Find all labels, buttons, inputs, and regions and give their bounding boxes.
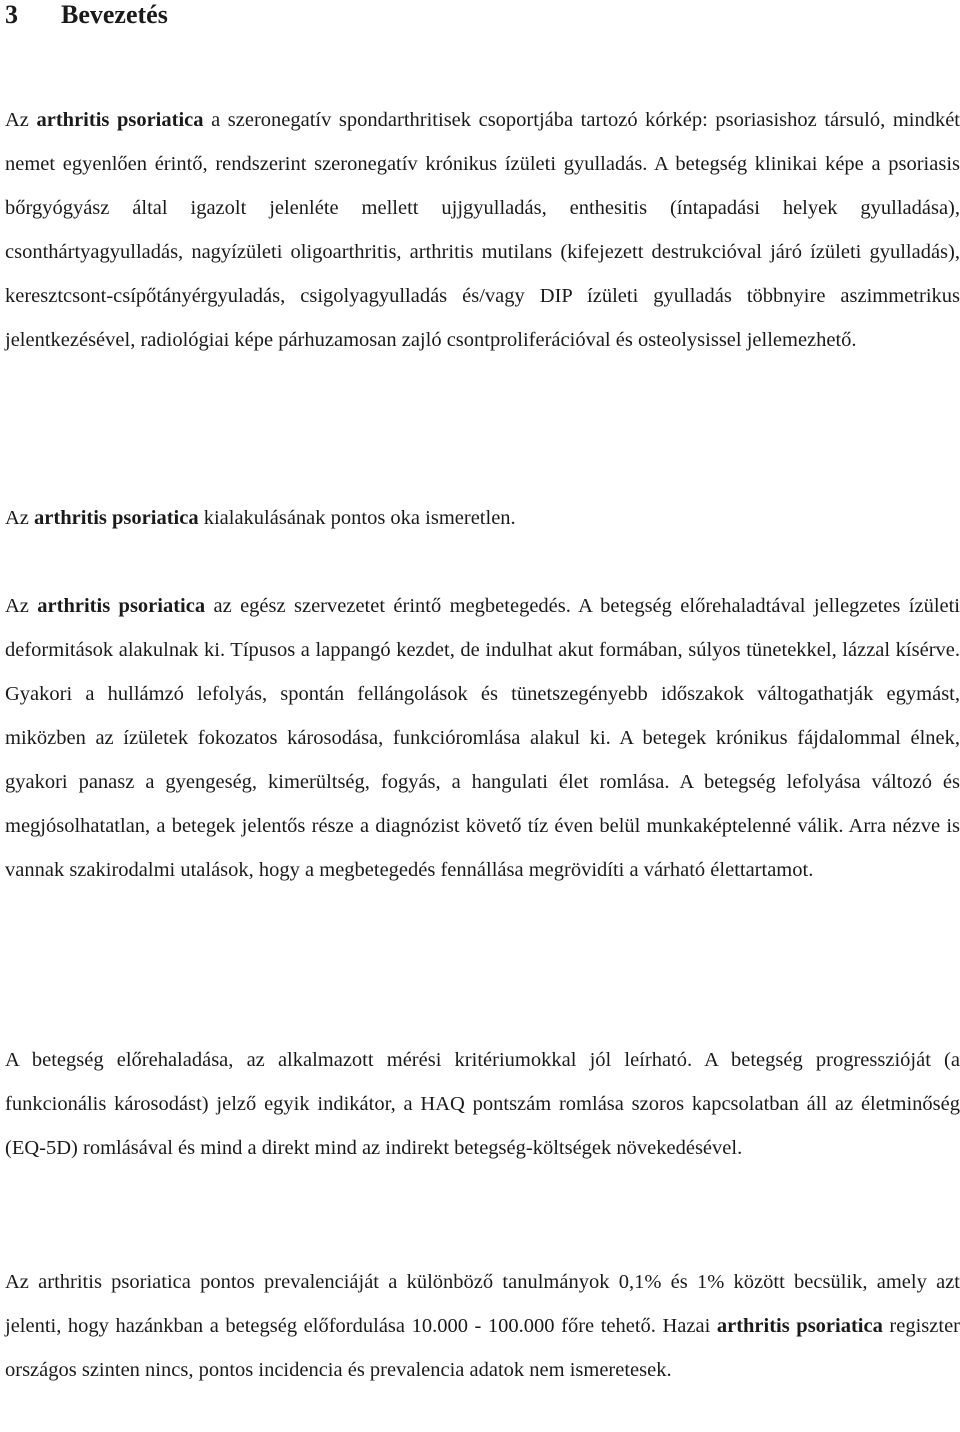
text-run: A betegség előrehaladása, az alkalmazott mérési kritériumokkal jól leírható. A betegség progresszióját (a funkcionális károsodást) jelző egyik indikátor, a HAQ pontszám romlása szoros kapcsolatban áll az életminőség (EQ-5D) romlásával és mind a direkt mind az indirekt betegség-költségek növekedésével.	[5, 1049, 960, 1159]
bold-term: arthritis psoriatica	[716, 1315, 883, 1337]
bold-term: arthritis psoriatica	[37, 595, 206, 617]
text-run: Az	[5, 109, 37, 131]
section-number: 3	[5, 0, 18, 29]
text-run: Az	[5, 507, 35, 529]
bold-term: arthritis psoriatica	[34, 507, 199, 529]
section-heading	[5, 0, 960, 30]
text-run: az egész szervezetet érintő megbetegedés. A betegség előrehaladtával jellegzetes ízületi deformitások alakulnak ki. Típusos a lappangó kezdet, de indulhat akut formában, súlyos tünetekkel, lázzal kísérve. Gyakori a hullámzó lefolyás, spontán fellángolások és tünetszegényebb időszakok váltogathatják egymást, miközben az ízületek fokozatos károsodása, funkcióromlása alakul ki. A betegek krónikus fájdalommal élnek, gyakori panasz a gyengeség, kimerültség, fogyás, a hangulati élet romlása. A betegség lefolyása változó és megjósolhatatlan, a betegek jelentős része a diagnózist követő tíz éven belül munkaképtelenné válik. Arra nézve is vannak szakirodalmi utalások, hogy a megbetegedés fennállása megrövidíti a várható élettartamot.	[5, 595, 960, 881]
section-title: Bevezetés	[61, 0, 168, 29]
text-run: a szeronegatív spondarthritisek csoportjába tartozó kórkép: psoriasishoz társuló, mindkét nemet egyenlően érintő, rendszerint szeronegatív krónikus ízületi gyulladás. A betegség klinikai képe a psoriasis bőrgyógyász által igazolt jelenléte mellett ujjgyulladás, enthesitis (íntapadási helyek gyulladása), csonthártyagyulladás, nagyízületi oligoarthritis, arthritis mutilans (kifejezett destrukcióval járó ízületi gyulladás), keresztcsont-csípőtányérgyuladás, csigolyagyulladás és/vagy DIP ízületi gyulladás többnyire aszimmetrikus jelentkezésével, radiológiai képe párhuzamosan zajló csontproliferációval és osteolysissel jellemezhető.	[5, 109, 960, 351]
text-run: Az arthritis psoriatica pontos prevalenciáját a különböző tanulmányok 0,1% és 1% között becsülik, amely azt jelenti, hogy hazánkban a betegség előfordulása 10.000 - 100.000 főre tehető. Hazai	[5, 1271, 960, 1337]
text-run: regiszter országos szinten nincs, pontos incidencia és prevalencia adatok nem ismeretesek.	[5, 1315, 960, 1381]
text-run: Az	[5, 595, 38, 617]
paragraph-course	[5, 584, 960, 892]
paragraph-definition	[5, 98, 960, 362]
text-run: kialakulásának pontos oka ismeretlen.	[198, 507, 516, 529]
bold-term: arthritis psoriatica	[36, 109, 204, 131]
paragraph-progression	[5, 1038, 960, 1170]
paragraph-cause	[5, 496, 960, 540]
document-page	[5, 0, 960, 1381]
paragraph-prevalence	[5, 1260, 960, 1392]
